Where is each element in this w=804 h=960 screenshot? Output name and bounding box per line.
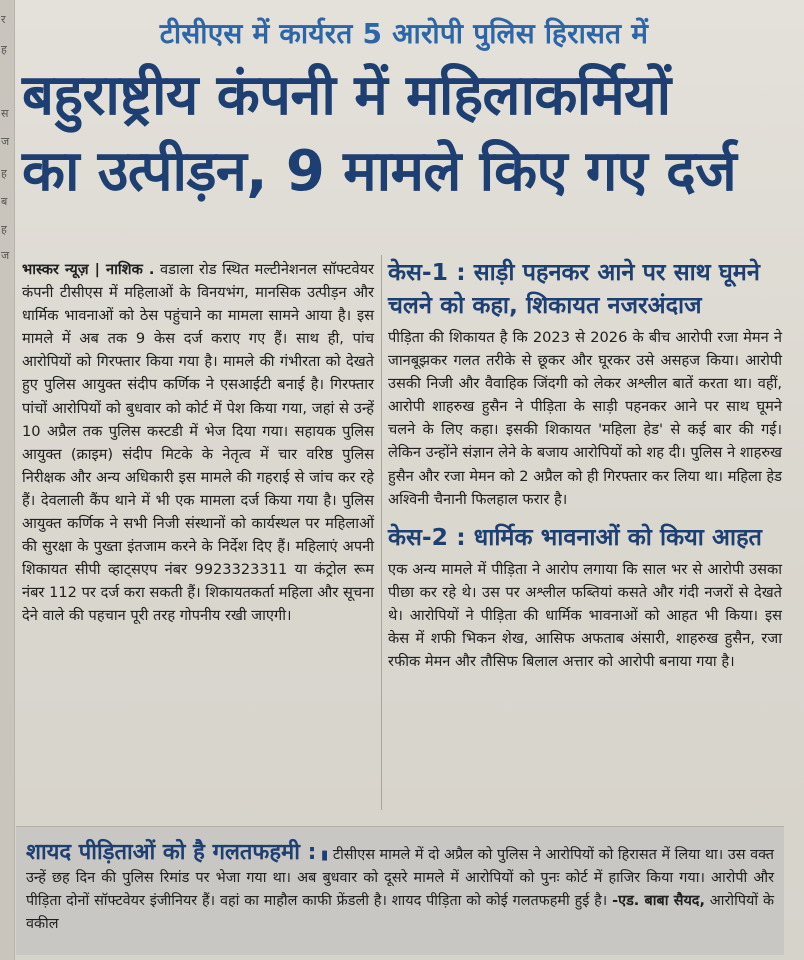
kicker-headline: टीसीएस में कार्यरत 5 आरोपी पुलिस हिरासत में [159,17,649,50]
edge-glyph: ह [1,223,7,236]
quote-box-text [26,841,774,936]
edge-glyph: र [1,13,6,26]
headline-line-1: बहुराष्ट्रीय कंपनी में महिलाकर्मियों [22,63,671,128]
case-1-heading: केस-1 : साड़ी पहनकर आने पर साथ घूमने चलने को कहा, शिकायत नजरअंदाज [388,258,760,319]
edge-glyph: ज [1,249,10,262]
quote-signature: -एड. बाबा सैयद, [612,893,705,909]
edge-glyph: ह [1,43,7,56]
edge-glyph: ब [1,195,8,208]
edge-glyph: ज [1,135,10,148]
case-1-body: पीड़िता की शिकायत है कि 2023 से 2026 के बीच आरोपी रजा मेमन ने जानबूझकर गलत तरीके से छूकर और घूरकर उसे असहज किया। आरोपी उसकी निजी और वैवाहिक जिंदगी को लेकर अश्लील बातें करता था। वहीं, आरोपी शाहरुख हुसैन ने पीड़िता के साड़ी पहनकर आने पर साथ घूमने चलने के लिए कहा। इसकी शिकायत 'महिला हेड' से कई बार की गई। लेकिन उन्होंने संज्ञान लेने के बजाय आरोपियों को शह दी। पुलिस ने शाहरुख हुसैन और रजा मेमन को 2 अप्रैल को ही गिरफ्तार कर लिया था। महिला हेड अश्विनी चैनानी फिलहाल फरार है। [388,329,782,508]
quote-box-body: टीसीएस मामले में दो अप्रैल को पुलिस ने आरोपियों को हिरासत में लिया था। उस वक्त उन्हें छह दिन की पुलिस रिमांड पर भेजा गया था। अब बुधवार को दूसरे मामले में आरोपियों को पुनः कोर्ट में हाजिर किया गया। आरोपी और पीड़िता दोनों सॉफ्टवेयर इंजीनियर हैं। वहां का माहौल काफी फ्रेंडली है। शायद पीड़िता को कोई गलतफहमी हुई है। [26,847,774,909]
lawyer-quote-box [16,826,784,955]
left-column-body: वडाला रोड स्थित मल्टीनेशनल सॉफ्टवेयर कंपनी टीसीएस में महिलाओं के विनयभंग, मानसिक उत्पीड़न और धार्मिक भावनाओं को ठेस पहुंचाने का मामला सामने आया है। इस मामले में अब तक 9 केस दर्ज कराए गए हैं। साथ ही, पांच आरोपियों को गिरफ्तार किया गया है। मामले की गंभीरता को देखते हुए पुलिस आयुक्त संदीप कर्णिक ने एसआईटी बनाई है। गिरफ्तार पांचों आरोपियों को बुधवार को कोर्ट में पेश किया गया, जहां से उन्हें 10 अप्रैल तक पुलिस कस्टडी में भेज दिया गया। सहायक पुलिस आयुक्त (क्राइम) संदीप मिटके के नेतृत्व में चार वरिष्ठ पुलिस निरीक्षक और अन्य अधिकारी इस मामले की गहराई से जांच कर रहे हैं। देवलाली कैंप थाने में भी एक मामला दर्ज किया गया है। पुलिस आयुक्त कर्णिक ने सभी निजी संस्थानों को कार्यस्थल पर महिलाओं की सुरक्षा के पुख्ता इंतजाम करने के निर्देश दिए हैं। महिलाएं अपनी शिकायत सीपी व्हाट्सएप नंबर 9923323311 या कंट्रोल रूम नंबर 112 पर दर्ज करा सकती हैं। शिकायतकर्ता महिला और सूचना देने वाले की पहचान पूरी तरह गोपनीय रखी जाएगी। [22,261,375,625]
quote-signature-role: आरोपियों के वकील [26,893,775,932]
edge-glyph: ह [1,167,7,180]
left-column-article [22,258,374,628]
right-column [388,256,782,673]
main-headline [22,58,792,210]
headline-line-2: का उत्पीड़न, 9 मामले किए गए दर्ज [22,139,737,204]
case-2-heading: केस-2 : धार्मिक भावनाओं को किया आहत [388,522,762,551]
edge-glyph: स [1,107,9,120]
case-2-body: एक अन्य मामले में पीड़िता ने आरोप लगाया कि साल भर से आरोपी उसका पीछा कर रहे थे। उस पर अश्लील फब्तियां कसते और गंदी नजरों से देखते थे। आरोपियों ने पीड़िता की धार्मिक भावनाओं को आहत भी किया। इस केस में शफी भिकन शेख, आसिफ अफताब अंसारी, शाहरुख हुसैन, रजा रफीक मेमन और तौसिफ बिलाल अत्तार को आरोपी बनाया गया है। [388,560,782,671]
adjacent-page-edge [0,0,15,960]
quote-box-heading: शायद पीड़िताओं को है गलतफहमी : [26,840,317,865]
byline: भास्कर न्यूज़ | नाशिक . [22,261,155,278]
quote-marker-icon: ▮ [321,848,329,863]
column-divider [381,255,382,810]
